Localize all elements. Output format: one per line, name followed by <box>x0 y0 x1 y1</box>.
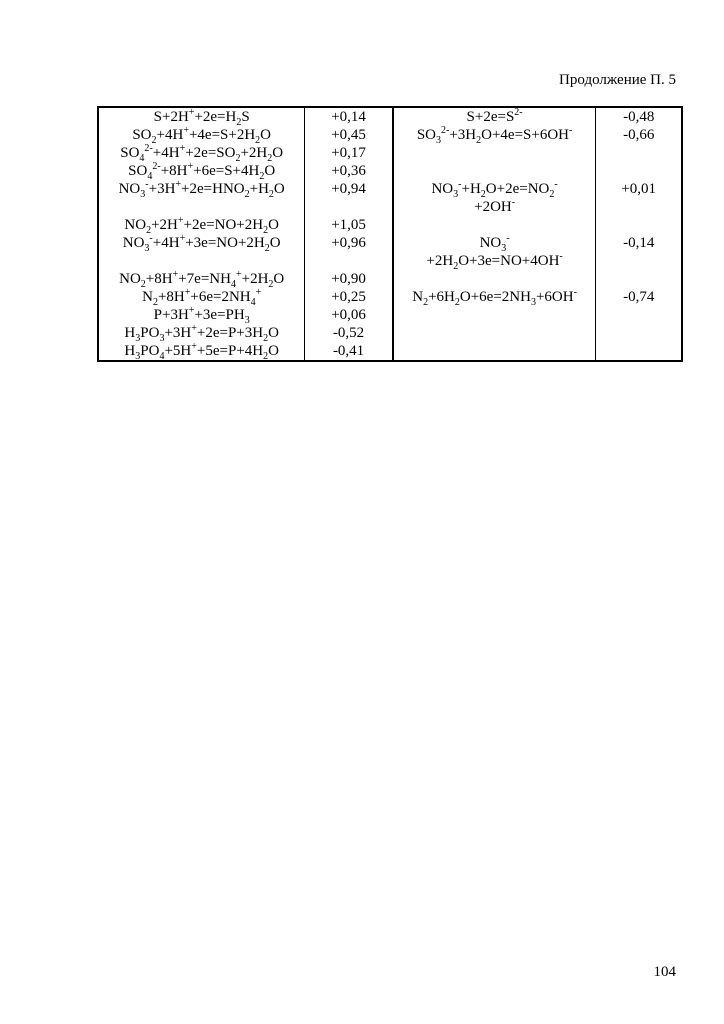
basic-reaction-cell: +2OH- <box>393 198 596 216</box>
electrode-potentials-table <box>97 106 683 362</box>
basic-potential-cell <box>596 252 682 270</box>
basic-potential-cell <box>596 342 682 361</box>
acidic-reaction-cell: $N_2+8H^++6e=2NH_4^+$ <box>98 288 305 306</box>
acidic-reaction-cell <box>98 198 305 216</box>
basic-potential-cell <box>596 144 682 162</box>
basic-potential-cell: -0,48 <box>596 107 682 126</box>
page-caption: Продолжение П. 5 <box>559 72 676 88</box>
page-number: 104 <box>653 964 676 980</box>
basic-reaction-cell <box>393 270 596 288</box>
acidic-potential-cell: +0,17 <box>305 144 393 162</box>
basic-potential-cell <box>596 216 682 234</box>
table-row <box>98 162 682 180</box>
acidic-reaction-cell: $SO_2+4H^++4e=S+2H_2O$ <box>98 126 305 144</box>
acidic-potential-cell <box>305 252 393 270</box>
basic-potential-cell: -0,14 <box>596 234 682 252</box>
acidic-reaction-cell: $NO_2+2H^++2e=NO+2H_2O$ <box>98 216 305 234</box>
acidic-potential-cell: +0,06 <box>305 306 393 324</box>
basic-reaction-cell: $SO_3^{2-}+3H_2O+4e=S+6OH^-$ <box>393 126 596 144</box>
table-row <box>98 198 682 216</box>
acidic-reaction-cell: $NO_3^-+3H^++2e=HNO_2+H_2O$ <box>98 180 305 198</box>
basic-reaction-cell <box>393 306 596 324</box>
basic-reaction-cell <box>393 342 596 361</box>
basic-reaction-cell: $NO_3^-+H_2O+2e=NO_2^-$ <box>393 180 596 198</box>
basic-potential-cell <box>596 306 682 324</box>
table-row <box>98 252 682 270</box>
acidic-potential-cell: +0,14 <box>305 107 393 126</box>
acidic-reaction-cell: $SO_4^{2-}+8H^++6e=S+4H_2O$ <box>98 162 305 180</box>
table-row <box>98 234 682 252</box>
basic-reaction-cell <box>393 324 596 342</box>
acidic-reaction-cell: $H_3PO_3+3H^++2e=P+3H_2O$ <box>98 324 305 342</box>
table-row <box>98 342 682 361</box>
acidic-potential-cell: +0,96 <box>305 234 393 252</box>
acidic-reaction-cell: $SO_4^{2-}+4H^++2e=SO_2+2H_2O$ <box>98 144 305 162</box>
acidic-potential-cell <box>305 198 393 216</box>
basic-reaction-cell: $+2H_2O+3e=NO+4OH^-$ <box>393 252 596 270</box>
table-row <box>98 324 682 342</box>
basic-potential-cell: -0,74 <box>596 288 682 306</box>
basic-reaction-cell <box>393 162 596 180</box>
acidic-reaction-cell: $H_3PO_4+5H^++5e=P+4H_2O$ <box>98 342 305 361</box>
acidic-potential-cell: +1,05 <box>305 216 393 234</box>
basic-potential-cell: +0,01 <box>596 180 682 198</box>
acidic-potential-cell: +0,94 <box>305 180 393 198</box>
table-row <box>98 306 682 324</box>
table-row <box>98 126 682 144</box>
acidic-potential-cell: -0,41 <box>305 342 393 361</box>
acidic-reaction-cell <box>98 252 305 270</box>
basic-reaction-cell: $S+2e=S^{2-}$ <box>393 107 596 126</box>
table-row <box>98 216 682 234</box>
acidic-reaction-cell: $P+3H^++3e=PH_3$ <box>98 306 305 324</box>
acidic-potential-cell: +0,36 <box>305 162 393 180</box>
table-row <box>98 270 682 288</box>
acidic-potential-cell: +0,45 <box>305 126 393 144</box>
acidic-reaction-cell: $S+2H^++2e=H_2S$ <box>98 107 305 126</box>
basic-potential-cell <box>596 270 682 288</box>
basic-potential-cell <box>596 162 682 180</box>
acidic-reaction-cell: $NO_2+8H^++7e=NH_4^++2H_2O$ <box>98 270 305 288</box>
acidic-potential-cell: +0,25 <box>305 288 393 306</box>
acidic-potential-cell: -0,52 <box>305 324 393 342</box>
basic-reaction-cell <box>393 216 596 234</box>
basic-reaction-cell: $N_2+6H_2O+6e=2NH_3+6OH^-$ <box>393 288 596 306</box>
acidic-potential-cell: +0,90 <box>305 270 393 288</box>
table-row <box>98 144 682 162</box>
acidic-reaction-cell: $NO_3^-+4H^++3e=NO+2H_2O$ <box>98 234 305 252</box>
basic-reaction-cell <box>393 144 596 162</box>
table-body <box>98 107 682 361</box>
table-row <box>98 107 682 126</box>
table-row <box>98 288 682 306</box>
table-row <box>98 180 682 198</box>
basic-reaction-cell: $NO_3^-$ <box>393 234 596 252</box>
basic-potential-cell <box>596 198 682 216</box>
basic-potential-cell <box>596 324 682 342</box>
basic-potential-cell: -0,66 <box>596 126 682 144</box>
